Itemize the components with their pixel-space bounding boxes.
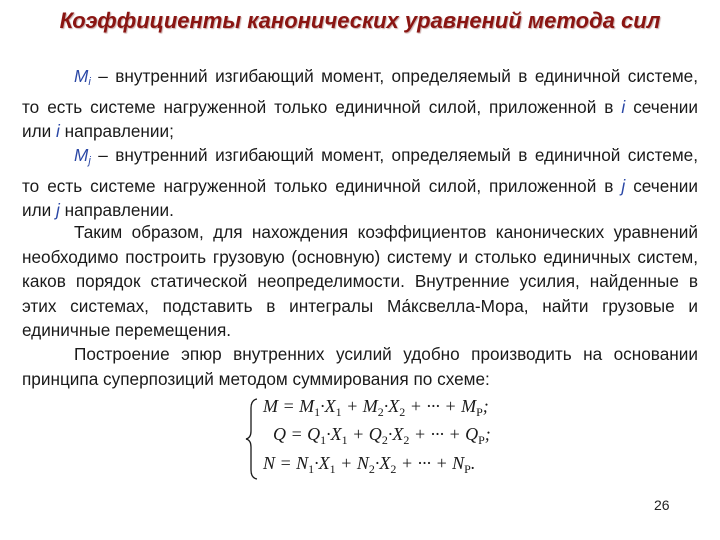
superposition-formula (255, 394, 535, 486)
moment-symbol: $M_i$ (74, 66, 91, 88)
normal-force-equation: $N = N_1\cdot X_1 + N_2\cdot X_2$ + ··· + $N_P$. (263, 453, 476, 476)
paragraph-procedure: Таким образом, для нахождения коэффициентов канонических уравнений необходимо построить грузовую (основную) систему и столько единичных систем, каков порядок статической неопределимости. Внутренние усилия, найденные в этих системах, подставить в интегралы Ма́ксвелла-Мора, найти грузовые и единичные перемещения. (22, 222, 698, 340)
curly-brace-icon (245, 398, 259, 480)
moment-equation: $M = M_1\cdot X_1 + M_2\cdot X_2$ + ··· + $M_P$; (263, 396, 489, 419)
paragraph-superposition: Построение эпюр внутренних усилий удобно производить на основании принципа суперпозиций методом суммирования по схеме: (22, 344, 698, 389)
shear-equation: $Q = Q_1\cdot X_1 + Q_2\cdot X_2$ + ··· + $Q_P$; (273, 424, 491, 447)
paragraph-mi-definition: $M_i$ – внутренний изгибающий момент, определяемый в единичной системе, то есть системе нагруженной только единичной силой, приложенной в i сечении или i направлении; (22, 66, 698, 141)
moment-symbol: $M_j$ (74, 145, 91, 167)
paragraph-mj-definition: $M_j$ – внутренний изгибающий момент, определяемый в единичной системе, то есть системе нагруженной только единичной силой, приложенной в j сечении или j направлении. (22, 145, 698, 220)
slide-title: Коэффициенты канонических уравнений метода сил (59, 8, 661, 33)
page-number: 26 (654, 497, 670, 513)
